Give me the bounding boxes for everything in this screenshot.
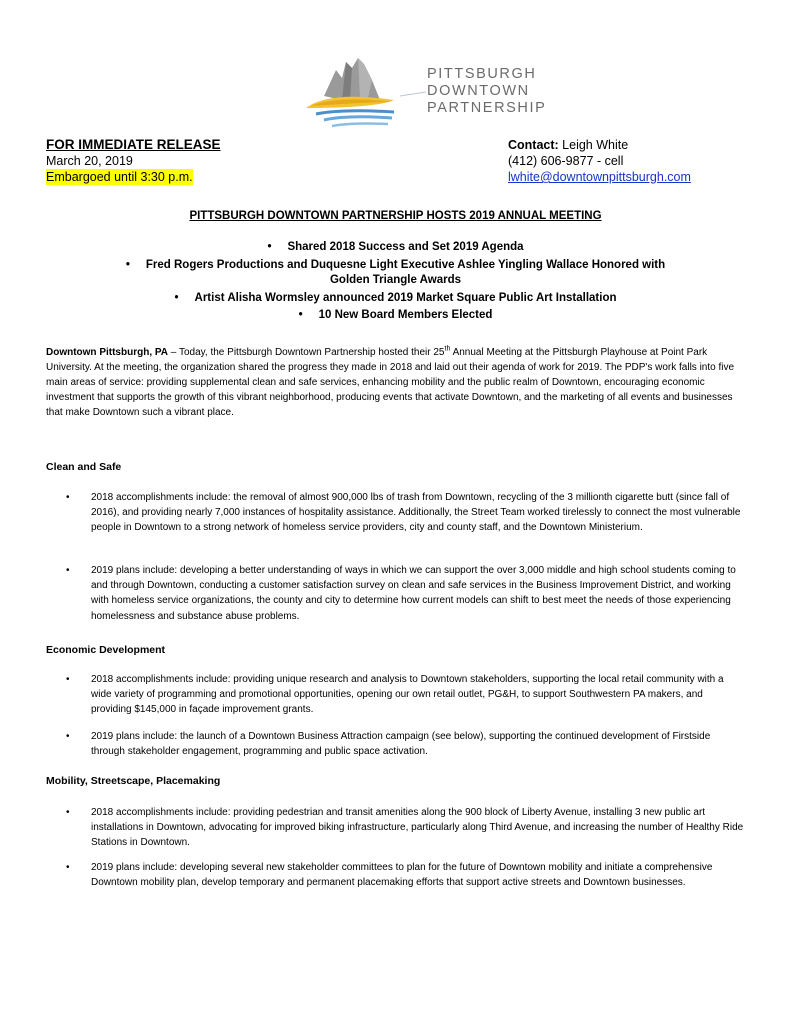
- embargo-notice: Embargoed until 3:30 p.m.: [46, 170, 193, 184]
- release-date: March 20, 2019: [46, 154, 133, 168]
- section-heading-economic-development: Economic Development: [46, 644, 166, 656]
- highlight-item: • Artist Alisha Wormsley announced 2019 Market Square Public Art Installation: [174, 291, 617, 304]
- bullet-icon: •: [66, 731, 70, 742]
- release-label: FOR IMMEDIATE RELEASE: [46, 137, 221, 152]
- contact-phone: (412) 606-9877 - cell: [508, 154, 624, 168]
- bullet-icon: •: [125, 258, 130, 271]
- section-heading-clean-safe: Clean and Safe: [46, 461, 122, 473]
- highlight-item: • 10 New Board Members Elected: [298, 309, 493, 321]
- city-skyline-river-logo-icon: [302, 56, 432, 134]
- list-item: • 2019 plans include: the launch of a Downtown Business Attraction campaign (see below), supporting the continued development of Firstside through stakeholder engagement, programming and public space activation.: [66, 731, 711, 758]
- contact-line: [508, 137, 691, 153]
- logo-line-2: DOWNTOWN: [427, 83, 530, 99]
- bullet-icon: •: [267, 241, 272, 253]
- highlight-item: • Shared 2018 Success and Set 2019 Agenda: [267, 241, 524, 253]
- highlight-item-continued: Golden Triangle Awards: [329, 274, 461, 286]
- intro-paragraph: Downtown Pittsburgh, PA – Today, the Pittsburgh Downtown Partnership hosted their 25th Annual Meeting at the Pittsburgh Playhouse at Point Park University. At the meeting, the organization shared the progress they made in 2018 and laid out their agenda of work for 2019. The PDP's work falls into five main areas of service: providing supplemental clean and safe services, enhancing mobility and the public realm of Downtown, encouraging economic investment that supports the growth of this vibrant neighborhood, producing events that activate Downtown, and the marketing of all events and businesses that make Downtown such a vibrant place.: [46, 345, 735, 418]
- dateline: Downtown Pittsburgh, PA: [46, 347, 169, 358]
- section-heading-mobility: Mobility, Streetscape, Placemaking: [46, 775, 221, 787]
- highlights-list: [0, 240, 791, 326]
- bullet-icon: •: [66, 674, 70, 685]
- release-info: [46, 137, 221, 185]
- bullet-icon: •: [174, 291, 179, 304]
- bullet-icon: •: [298, 309, 303, 321]
- bullet-icon: •: [66, 807, 70, 818]
- list-item: • 2019 plans include: developing a better understanding of ways in which we can support the over 3,000 middle and high school students coming to and through Downtown, conducting a customer satisfaction survey on clean and safe services in the Business Improvement District, and working with homeless service organizations, the county and city to determine how current models can shift to best meet the needs of those experiencing homelessness and substance abuse problems.: [66, 565, 736, 622]
- bullet-icon: •: [66, 862, 70, 873]
- contact-label: Contact:: [508, 138, 559, 152]
- highlight-item: • Fred Rogers Productions and Duquesne Light Executive Ashlee Yingling Wallace Honored with: [125, 258, 666, 271]
- logo-line-1: PITTSBURGH: [427, 66, 537, 82]
- list-item: • 2018 accomplishments include: providing pedestrian and transit amenities along the 900 block of Liberty Avenue, installing 3 new public art installations in Downtown, advocating for improved biking infrastructure, particularly along Third Avenue, and increasing the number of Healthy Ride Stations in Downtown.: [66, 807, 744, 849]
- contact-info: [508, 137, 691, 185]
- contact-name: Leigh White: [558, 138, 629, 152]
- press-release-title: PITTSBURGH DOWNTOWN PARTNERSHIP HOSTS 2019 ANNUAL MEETING: [189, 210, 602, 222]
- list-item: • 2018 accomplishments include: providing unique research and analysis to Downtown stakeholders, supporting the local retail community with a wide variety of programming and promotional opportunities, opening our own retail outlet, PG&H, to support Southwestern PA makers, and providing $145,000 in façade improvement grants.: [66, 674, 724, 716]
- contact-email-link[interactable]: lwhite@downtownpittsburgh.com: [508, 170, 691, 184]
- list-item: • 2019 plans include: developing several new stakeholder committees to plan for the future of Downtown mobility and initiate a comprehensive Downtown mobility plan, develop temporary and permanent placemaking efforts that support active streets and Downtown businesses.: [66, 862, 713, 889]
- bullet-icon: •: [66, 492, 70, 503]
- pdp-logo: [302, 56, 547, 134]
- list-item: • 2018 accomplishments include: the removal of almost 900,000 lbs of trash from Downtown, recycling of the 3 millionth cigarette butt (since fall of 2016), and providing nearly 7,000 instances of hospitality assistance. Additionally, the Street Team worked tirelessly to connect the most vulnerable people in Downtown to a strong network of homeless service providers, city and county staff, and the Downtown Ministerium.: [66, 492, 741, 534]
- logo-wordmark: [427, 66, 546, 117]
- logo-line-3: PARTNERSHIP: [427, 100, 547, 116]
- bullet-icon: •: [66, 565, 70, 576]
